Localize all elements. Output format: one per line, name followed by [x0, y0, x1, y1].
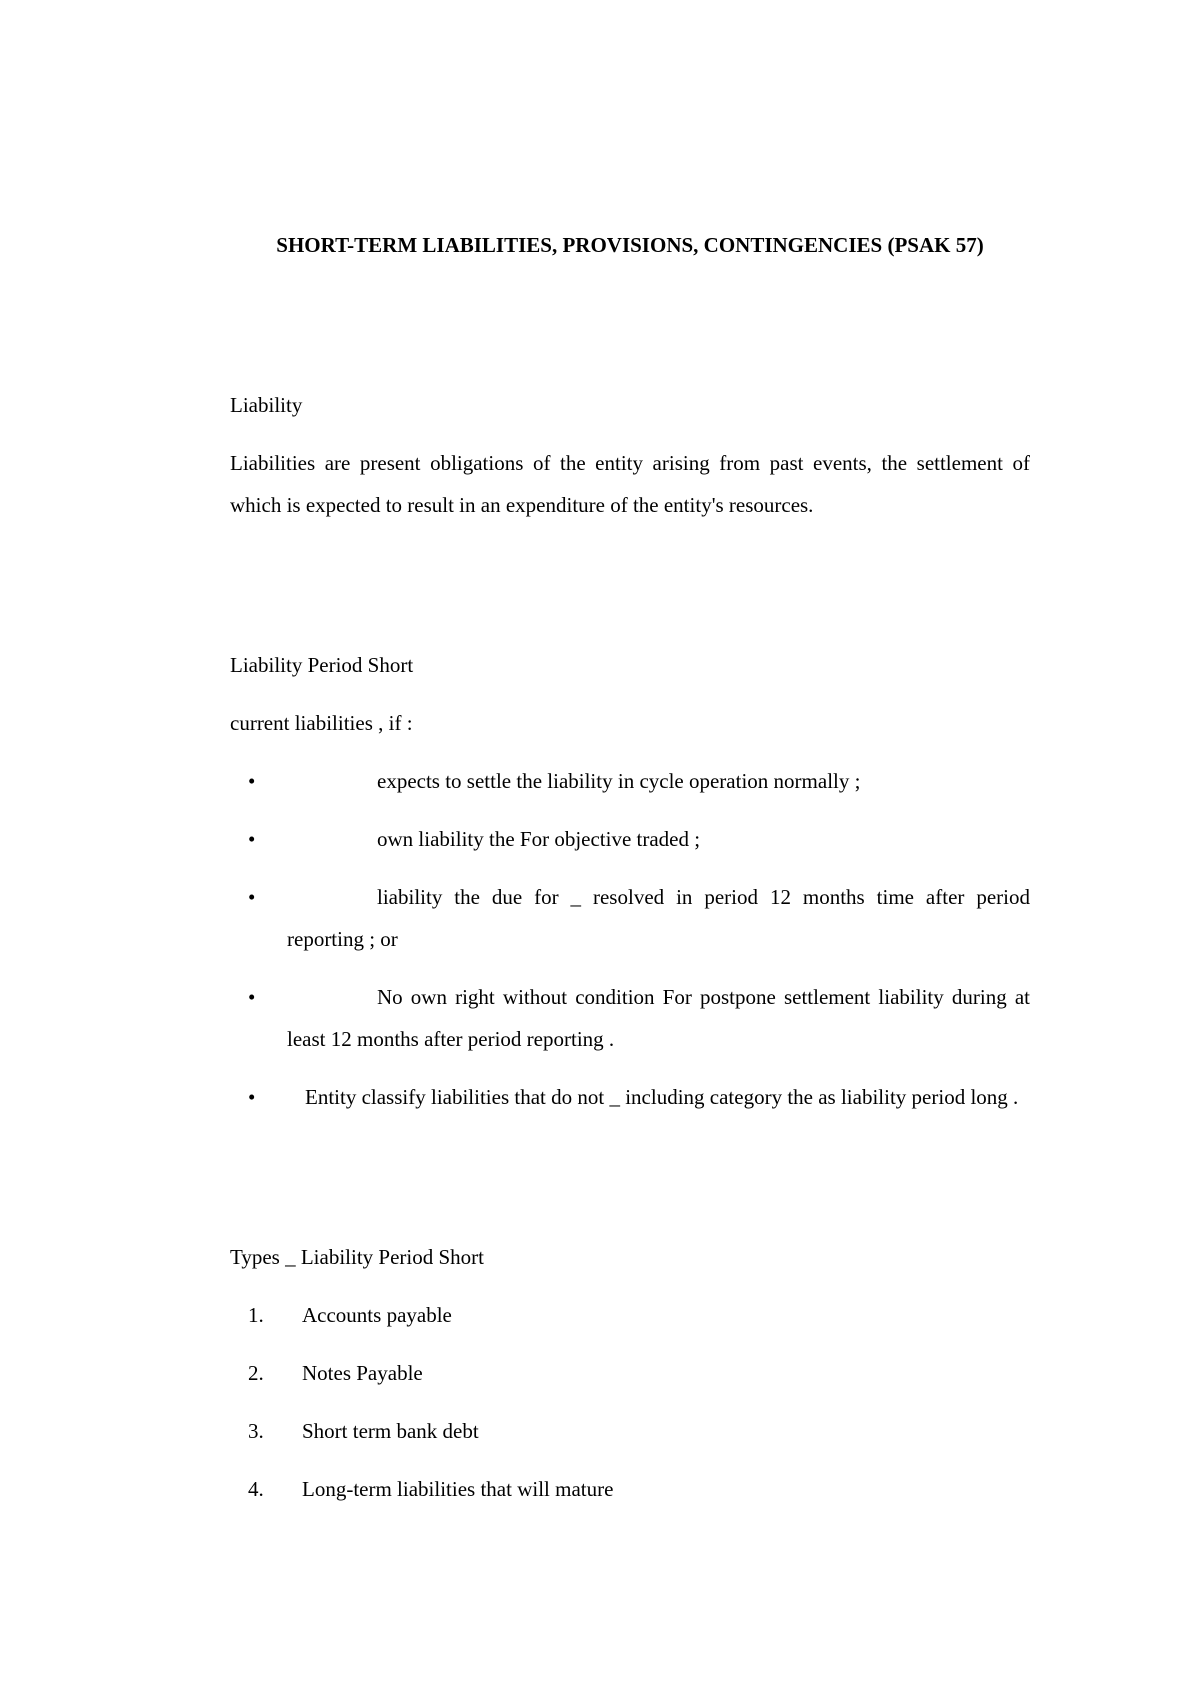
list-item: [230, 1294, 1030, 1336]
bullet-text: own liability the For objective traded ;: [377, 827, 701, 851]
bullet-mark: •: [248, 769, 256, 793]
bullet-mark: •: [248, 827, 256, 851]
section-liability: [230, 384, 1030, 426]
list-item-text: Short term bank debt: [302, 1419, 479, 1443]
liability-definition: [230, 442, 1030, 526]
list-item: [230, 818, 1030, 860]
section-heading-types: Types _ Liability Period Short: [230, 1245, 485, 1269]
list-number: 4.: [248, 1477, 264, 1501]
bullet-text: expects to settle the liability in cycle operation normally ;: [377, 769, 861, 793]
list-item-text: Long-term liabilities that will mature: [302, 1477, 614, 1501]
list-item: [230, 976, 1030, 1060]
list-item-text: Accounts payable: [302, 1303, 452, 1327]
list-item: [230, 1468, 1030, 1510]
list-item: [230, 1410, 1030, 1452]
list-item: [230, 1352, 1030, 1394]
list-number: 3.: [248, 1419, 264, 1443]
list-item: [230, 1076, 1030, 1118]
section-heading-liability: Liability: [230, 393, 303, 417]
bullet-text: Entity classify liabilities that do not _ including category the as liability period long .: [305, 1085, 1019, 1109]
bullet-mark: •: [248, 985, 256, 1009]
bullet-text: liability the due for _ resolved in period 12 months time after period reporting ; or: [287, 885, 1030, 951]
section-types: [230, 1236, 1030, 1278]
bullet-mark: •: [248, 885, 256, 909]
liability-definition-paragraph: Liabilities are present obligations of the entity arising from past events, the settlement of which is expected to result in an expenditure of the entity's resources.: [230, 451, 1030, 517]
section-heading-short-term: Liability Period Short: [230, 653, 414, 677]
current-liabilities-intro: current liabilities , if :: [230, 711, 413, 735]
list-number: 1.: [248, 1303, 264, 1327]
section-short-term-liability: [230, 644, 1030, 686]
document-title: SHORT-TERM LIABILITIES, PROVISIONS, CONTINGENCIES (PSAK 57): [276, 233, 984, 257]
bullet-mark: •: [248, 1085, 256, 1109]
current-liabilities-intro-block: [230, 702, 1030, 744]
list-item: [230, 760, 1030, 802]
list-number: 2.: [248, 1361, 264, 1385]
list-item: [230, 876, 1030, 960]
list-item-text: Notes Payable: [302, 1361, 423, 1385]
bullet-text: No own right without condition For postpone settlement liability during at least 12 months after period reporting .: [287, 985, 1030, 1051]
